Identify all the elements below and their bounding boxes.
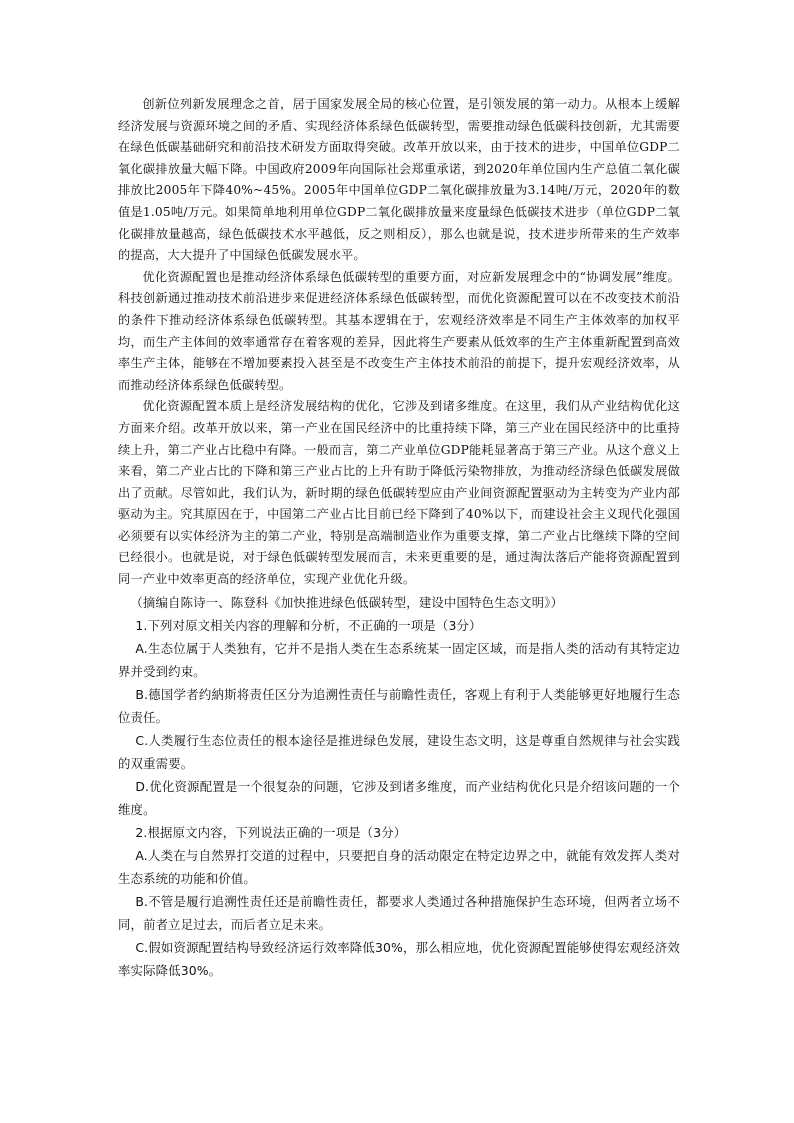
paragraph-industrial-structure: 优化资源配置本质上是经济发展结构的优化，它涉及到诸多维度。在这里，我们从产业结构优化这方面来介绍。改革开放以来，第一产业在国民经济中的比重持续下降，第三产业在国民经济中的比重持续上升，第二产业占比稳中有降。一般而言，第二产业单位GDP能耗显著高于第三产业。从这个意义上来看，第二产业占比的下降和第三产业占比的上升有助于降低污染物排放，为推动经济绿色低碳发展做出了贡献。尽管如此，我们认为，新时期的绿色低碳转型应由产业间资源配置驱动为主转变为产业内部驱动为主。究其原因在于，中国第二产业占比目前已经下降到了40%以下，而建设社会主义现代化强国必须要有以实体经济为主的第二产业，特别是高端制造业作为重要支撑，第二产业占比继续下降的空间已经很小。也就是说，对于绿色低碳转型发展而言，未来更重要的是，通过淘汰落后产能将资源配置到同一产业中效率更高的经济单位，实现产业优化升级。 [118,399,680,587]
question-2-option-c: C.假如资源配置结构导致经济运行效率降低30%，那么相应地，优化资源配置能够使得宏观经济效率实际降低30%。 [118,939,680,978]
paragraph-resource-allocation: 优化资源配置也是推动经济体系绿色低碳转型的重要方面，对应新发展理念中的“协调发展”维度。科技创新通过推动技术前沿进步来促进经济体系绿色低碳转型，而优化资源配置可以在不改变技术前沿的条件下推动经济体系绿色低碳转型。其基本逻辑在于，宏观经济效率是不同生产主体效率的加权平均，而生产主体间的效率通常存在着客观的差异，因此将生产要素从低效率的生产主体重新配置到高效率生产主体，能够在不增加要素投入甚至是不改变生产主体技术前沿的前提下，提升宏观经济效率，从而推动经济体系绿色低碳转型。 [118,269,680,392]
question-1-option-d: D.优化资源配置是一个很复杂的问题，它涉及到诸多维度，而产业结构优化只是介绍该问题的一个维度。 [118,778,680,817]
document-body [118,94,680,982]
question-2-option-b: B.不管是履行追溯性责任还是前瞻性责任，都要求人类通过各种措施保护生态环境，但两者立场不同，前者立足过去，而后者立足未来。 [118,893,680,932]
question-1-option-a: A.生态位属于人类独有，它并不是指人类在生态系统某一固定区域，而是指人类的活动有其特定边界并受到约束。 [118,640,680,679]
question-2-option-a: A.人类在与自然界打交道的过程中，只要把自身的活动限定在特定边界之中，就能有效发挥人类对生态系统的功能和价值。 [118,847,680,886]
question-1-option-b: B.德国学者约納斯将责任区分为追溯性责任与前瞻性责任，客观上有利于人类能够更好地履行生态位责任。 [118,686,680,725]
question-1-stem: 1.下列对原文相关内容的理解和分析，不正确的一项是（3分） [135,617,482,633]
paragraph-innovation: 创新位列新发展理念之首，居于国家发展全局的核心位置，是引领发展的第一动力。从根本上缓解经济发展与资源环境之间的矛盾、实现经济体系绿色低碳转型，需要推动绿色低碳科技创新，尤其需要在绿色低碳基础研究和前沿技术研发方面取得突破。改革开放以来，由于技术的进步，中国单位GDP二氧化碳排放量大幅下降。中国政府2009年向国际社会郑重承诺，到2020年单位国内生产总值二氧化碳排放比2005年下降40%~45%。2005年中国单位GDP二氧化碳排放量为3.14吨/万元，2020年的数值是1.05吨/万元。如果简单地利用单位GDP二氧化碳排放量来度量绿色低碳技术进步（单位GDP二氧化碳排放量越高，绿色低碳技术水平越低，反之则相反），那么也就是说，技术进步所带来的生产效率的提高，大大提升了中国绿色低碳发展水平。 [118,97,680,263]
source-citation: （摘编自陈诗一、陈登科《加快推进绿色低碳转型，建设中国特色生态文明》） [130,594,564,610]
question-1-option-c: C.人类履行生态位责任的根本途径是推进绿色发展，建设生态文明，这是尊重自然规律与社会实践的双重需要。 [118,732,680,771]
question-2-stem: 2.根据原文内容，下列说法正确的一项是（3分） [135,824,407,840]
